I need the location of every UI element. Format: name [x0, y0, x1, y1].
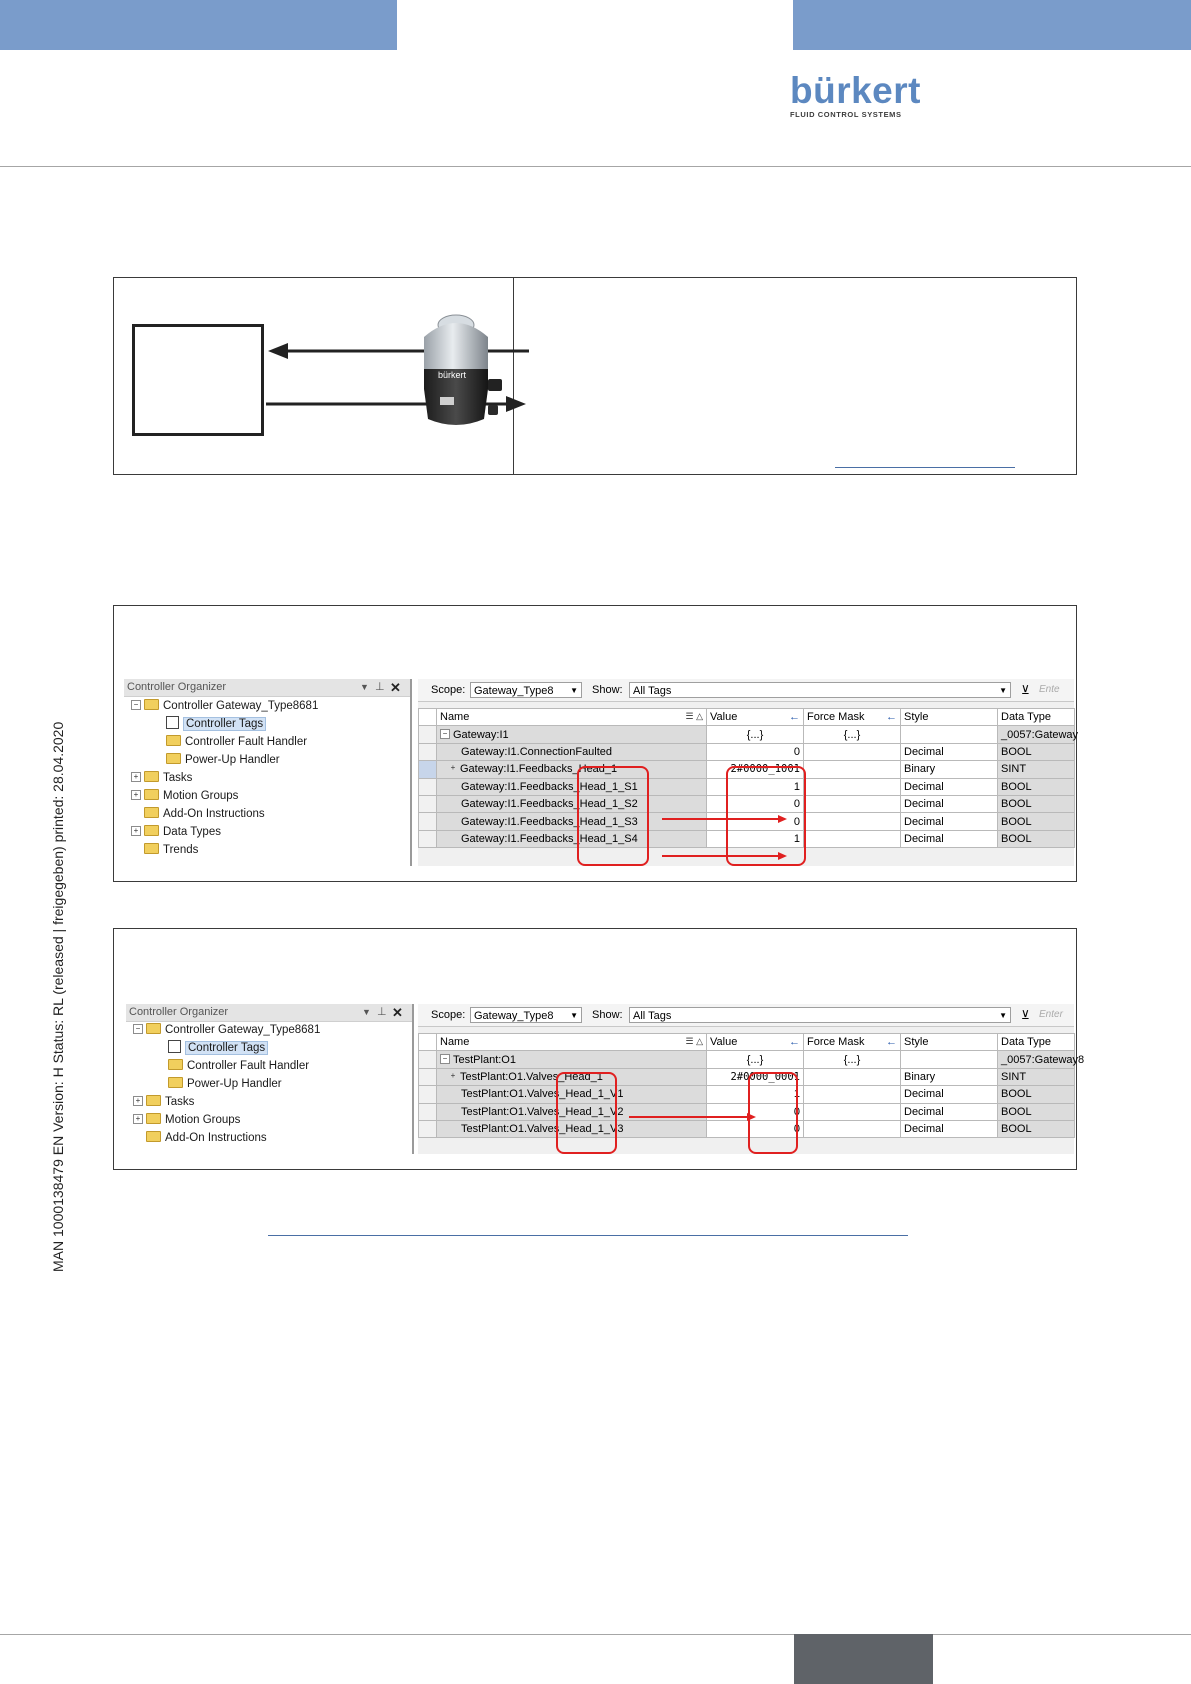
tag-style: Decimal — [901, 1120, 998, 1137]
tag-name: − Gateway:I1 — [437, 726, 707, 743]
filter-input[interactable]: Ente — [1039, 684, 1060, 695]
tag-force — [804, 1068, 901, 1085]
tag-type: _0057:Gateway — [998, 726, 1075, 743]
tags-icon — [168, 1040, 181, 1053]
folder-icon — [146, 1131, 161, 1142]
expand-icon[interactable]: + — [450, 1071, 456, 1081]
filter-input[interactable]: Enter — [1039, 1009, 1063, 1020]
organizer-dropdown-icon[interactable]: ▼ — [362, 1007, 371, 1017]
tree-item-power-up-handler[interactable] — [166, 752, 280, 769]
tag-value: 0 — [707, 1103, 804, 1120]
folder-icon — [168, 1059, 183, 1070]
tag-type: BOOL — [998, 830, 1075, 847]
tag-name: + Gateway:I1.Feedbacks_Head_1 — [437, 761, 707, 778]
tree-item-label: Add-On Instructions — [165, 1132, 267, 1144]
tree-item-fault-handler[interactable] — [168, 1058, 309, 1075]
tree-item-motion-groups[interactable] — [131, 788, 238, 805]
tree-item-power-up-handler[interactable] — [168, 1076, 282, 1093]
column-header-data-type[interactable]: Data Type — [998, 1034, 1075, 1051]
tag-name: Gateway:I1.Feedbacks_Head_1_S1 — [437, 778, 707, 795]
tag-name: Gateway:I1.Feedbacks_Head_1_S3 — [437, 813, 707, 830]
logo-wordmark: bürkert — [790, 70, 921, 111]
table-row[interactable] — [419, 1051, 1075, 1068]
tree-item-controller-tags[interactable] — [168, 1040, 268, 1057]
expand-icon[interactable]: + — [133, 1096, 143, 1106]
scope-label: Scope: — [431, 1009, 466, 1021]
expand-icon[interactable]: + — [133, 1114, 143, 1124]
tag-value: 0 — [707, 813, 804, 830]
tag-editor-panel — [418, 1004, 1085, 1154]
header-rule — [0, 166, 1191, 167]
tree-item-fault-handler[interactable] — [166, 734, 307, 751]
folder-icon — [144, 843, 159, 854]
table-header-row — [419, 1034, 1075, 1051]
tag-value: 0 — [707, 743, 804, 760]
tags-table — [418, 1033, 1085, 1138]
tag-type: BOOL — [998, 1086, 1075, 1103]
organizer-pin-icon[interactable]: ⊥ — [377, 1006, 387, 1018]
tag-value: 1 — [707, 830, 804, 847]
tag-style: Binary — [901, 761, 998, 778]
column-header-force-mask[interactable]: Force Mask ← — [804, 1034, 901, 1051]
tree-item-label: Trends — [163, 844, 199, 856]
tree-item-label: Controller Fault Handler — [185, 736, 308, 748]
tag-style — [901, 1051, 998, 1068]
header-corner — [419, 1034, 437, 1051]
tree-item-label: Motion Groups — [165, 1114, 241, 1126]
controller-box — [132, 324, 264, 436]
column-header-value[interactable]: Value ← — [707, 709, 804, 726]
brand-logo — [790, 72, 920, 122]
show-value: All Tags — [633, 1010, 672, 1022]
tag-name: + TestPlant:O1.Valves_Head_1 — [437, 1068, 707, 1085]
tree-item-controller[interactable] — [131, 698, 318, 715]
folder-icon — [146, 1095, 161, 1106]
organizer-close-icon[interactable]: ✕ — [392, 1005, 403, 1020]
rslogix-screenshot-outputs — [126, 1004, 1085, 1154]
header-bar-left — [0, 0, 397, 50]
tag-force — [804, 813, 901, 830]
tree-item-controller-tags[interactable] — [166, 716, 266, 733]
reference-link-underline[interactable] — [268, 1235, 908, 1236]
tags-icon — [166, 716, 179, 729]
show-select[interactable]: All Tags ▼ — [629, 682, 1011, 698]
tree-item-label: Power-Up Handler — [187, 1078, 282, 1090]
tree-item-tasks[interactable] — [131, 770, 192, 787]
show-label: Show: — [592, 684, 623, 696]
tree-item-label: Power-Up Handler — [185, 754, 280, 766]
footer-rule — [0, 1634, 1191, 1635]
tree-item-label: Tasks — [165, 1096, 195, 1108]
table-header-row — [419, 709, 1075, 726]
organizer-dropdown-icon[interactable]: ▼ — [360, 682, 369, 692]
tag-force — [804, 795, 901, 812]
arrow-head-v1 — [747, 1113, 756, 1121]
tag-value: {...} — [707, 726, 804, 743]
scope-value: Gateway_Type8 — [474, 685, 554, 697]
tree-item-label: Controller Gateway_Type8681 — [165, 1024, 321, 1036]
tag-value: 0 — [707, 795, 804, 812]
tag-type: BOOL — [998, 1103, 1075, 1120]
control-head-image — [414, 311, 506, 433]
tag-force: {...} — [804, 1051, 901, 1068]
tag-name: Gateway:I1.Feedbacks_Head_1_S4 — [437, 830, 707, 847]
table-row[interactable] — [419, 1068, 1075, 1085]
controller-organizer — [124, 679, 412, 866]
table-row[interactable] — [419, 726, 1075, 743]
tag-style — [901, 726, 998, 743]
show-value: All Tags — [633, 685, 672, 697]
tag-type: _0057:Gateway8 — [998, 1051, 1075, 1068]
scope-label: Scope: — [431, 684, 466, 696]
folder-icon — [144, 807, 159, 818]
tag-style: Decimal — [901, 778, 998, 795]
tag-name: − TestPlant:O1 — [437, 1051, 707, 1068]
arrow-head-s1 — [778, 815, 787, 823]
document-status-note: MAN 1000138479 EN Version: H Status: RL (released | freigegeben) printed: 28.04.2020 — [50, 721, 66, 1272]
tree-item-add-on-instructions[interactable] — [144, 806, 265, 823]
organizer-pin-icon[interactable]: ⊥ — [375, 681, 385, 693]
column-header-name[interactable]: Name ☰ △ — [437, 1034, 707, 1051]
header-bar-right — [793, 0, 1191, 50]
reference-link-underline[interactable] — [835, 467, 1015, 468]
rslogix-screenshot-inputs — [124, 679, 1079, 866]
tree-item-label: Tasks — [163, 772, 193, 784]
tag-type: SINT — [998, 1068, 1075, 1085]
header-corner — [419, 709, 437, 726]
tag-value: 1 — [707, 778, 804, 795]
tag-name: TestPlant:O1.Valves_Head_1_V1 — [437, 1086, 707, 1103]
tag-style: Binary — [901, 1068, 998, 1085]
tag-force — [804, 830, 901, 847]
expand-icon[interactable]: + — [131, 790, 141, 800]
folder-icon — [166, 753, 181, 764]
screenshot-frame-inputs — [113, 605, 1077, 882]
tag-style: Decimal — [901, 813, 998, 830]
device-brand-label: bürkert — [438, 370, 467, 380]
tag-type: BOOL — [998, 813, 1075, 830]
highlight-box-names — [577, 766, 649, 866]
column-header-style[interactable]: Style — [901, 709, 998, 726]
expand-icon[interactable]: + — [450, 763, 456, 773]
tree-item-label: Controller Gateway_Type8681 — [163, 700, 319, 712]
tree-item-label: Add-On Instructions — [163, 808, 265, 820]
table-row[interactable] — [419, 1120, 1075, 1137]
page-number-tab — [794, 1634, 933, 1684]
tree-item-motion-groups[interactable] — [133, 1112, 240, 1129]
tag-name: Gateway:I1.ConnectionFaulted — [437, 743, 707, 760]
device-diagram-frame — [113, 277, 1077, 475]
highlight-box-names — [556, 1072, 617, 1154]
arrow-line-s4 — [662, 855, 780, 857]
folder-icon — [168, 1077, 183, 1088]
tree-item-data-types[interactable] — [131, 824, 221, 841]
collapse-icon[interactable]: − — [131, 700, 141, 710]
tag-force — [804, 1086, 901, 1103]
tag-force — [804, 761, 901, 778]
tag-value: {...} — [707, 1051, 804, 1068]
arrow-head-s4 — [778, 852, 787, 860]
column-header-force-mask[interactable]: Force Mask ← — [804, 709, 901, 726]
tree-item-label: Data Types — [163, 826, 221, 838]
organizer-close-icon[interactable]: ✕ — [390, 680, 401, 695]
expand-icon[interactable]: + — [131, 826, 141, 836]
show-select[interactable]: All Tags ▼ — [629, 1007, 1011, 1023]
tag-force — [804, 1103, 901, 1120]
tag-force — [804, 743, 901, 760]
tag-style: Decimal — [901, 795, 998, 812]
column-header-data-type[interactable]: Data Type — [998, 709, 1075, 726]
arrow-line-v1 — [629, 1116, 749, 1118]
tag-value: 1 — [707, 1086, 804, 1103]
arrow-line-s1 — [662, 818, 780, 820]
table-row[interactable] — [419, 1086, 1075, 1103]
scope-value: Gateway_Type8 — [474, 1010, 554, 1022]
tag-name: TestPlant:O1.Valves_Head_1_V2 — [437, 1103, 707, 1120]
folder-icon — [144, 789, 159, 800]
folder-icon — [146, 1113, 161, 1124]
filter-icon[interactable]: ⊻ — [1021, 683, 1030, 697]
tag-type: BOOL — [998, 743, 1075, 760]
tree-item-controller[interactable] — [133, 1022, 320, 1039]
tag-style: Decimal — [901, 743, 998, 760]
expand-icon[interactable]: + — [131, 772, 141, 782]
column-header-name[interactable]: Name ☰ △ — [437, 709, 707, 726]
folder-icon — [146, 1023, 161, 1034]
folder-icon — [144, 771, 159, 782]
tag-value: 0 — [707, 1120, 804, 1137]
tag-force: {...} — [804, 726, 901, 743]
tree-item-trends[interactable] — [144, 842, 198, 859]
tag-type: BOOL — [998, 778, 1075, 795]
tag-style: Decimal — [901, 1086, 998, 1103]
tree-item-tasks[interactable] — [133, 1094, 194, 1111]
collapse-icon[interactable]: − — [440, 1054, 450, 1064]
collapse-icon[interactable]: − — [133, 1024, 143, 1034]
controller-organizer — [126, 1004, 414, 1154]
collapse-icon[interactable]: − — [440, 729, 450, 739]
tag-force — [804, 1120, 901, 1137]
organizer-title: Controller Organizer — [127, 681, 227, 693]
filter-icon[interactable]: ⊻ — [1021, 1008, 1030, 1022]
tag-style: Decimal — [901, 1103, 998, 1120]
tag-editor-panel — [418, 679, 1079, 866]
table-row[interactable] — [419, 743, 1075, 760]
scope-select[interactable]: Gateway_Type8 ▼ — [470, 1007, 582, 1023]
tag-name: TestPlant:O1.Valves_Head_1_V3 — [437, 1120, 707, 1137]
scope-bar — [418, 1004, 1074, 1027]
tag-type: SINT — [998, 761, 1075, 778]
tag-type: BOOL — [998, 1120, 1075, 1137]
tree-item-label: Controller Fault Handler — [187, 1060, 310, 1072]
tag-value: 2#0000_1001 — [707, 761, 804, 778]
highlight-box-values — [726, 766, 806, 866]
organizer-title-bar — [124, 679, 410, 697]
tag-force — [804, 778, 901, 795]
organizer-title: Controller Organizer — [129, 1006, 229, 1018]
tree-item-label: Controller Tags — [185, 1041, 268, 1055]
scope-select[interactable]: Gateway_Type8 ▼ — [470, 682, 582, 698]
tag-style: Decimal — [901, 830, 998, 847]
tree-item-label: Motion Groups — [163, 790, 239, 802]
tag-type: BOOL — [998, 795, 1075, 812]
screenshot-frame-outputs — [113, 928, 1085, 1170]
column-header-value[interactable]: Value ← — [707, 1034, 804, 1051]
folder-icon — [144, 825, 159, 836]
column-header-style[interactable]: Style — [901, 1034, 998, 1051]
folder-icon — [166, 735, 181, 746]
organizer-title-bar — [126, 1004, 412, 1022]
show-label: Show: — [592, 1009, 623, 1021]
tree-item-label: Controller Tags — [183, 717, 266, 731]
tag-value: 2#0000_0001 — [707, 1068, 804, 1085]
tag-name: Gateway:I1.Feedbacks_Head_1_S2 — [437, 795, 707, 812]
tree-item-add-on-instructions[interactable] — [146, 1130, 267, 1147]
logo-tagline: FLUID CONTROL SYSTEMS — [790, 110, 902, 119]
folder-icon — [144, 699, 159, 710]
scope-bar — [418, 679, 1074, 702]
